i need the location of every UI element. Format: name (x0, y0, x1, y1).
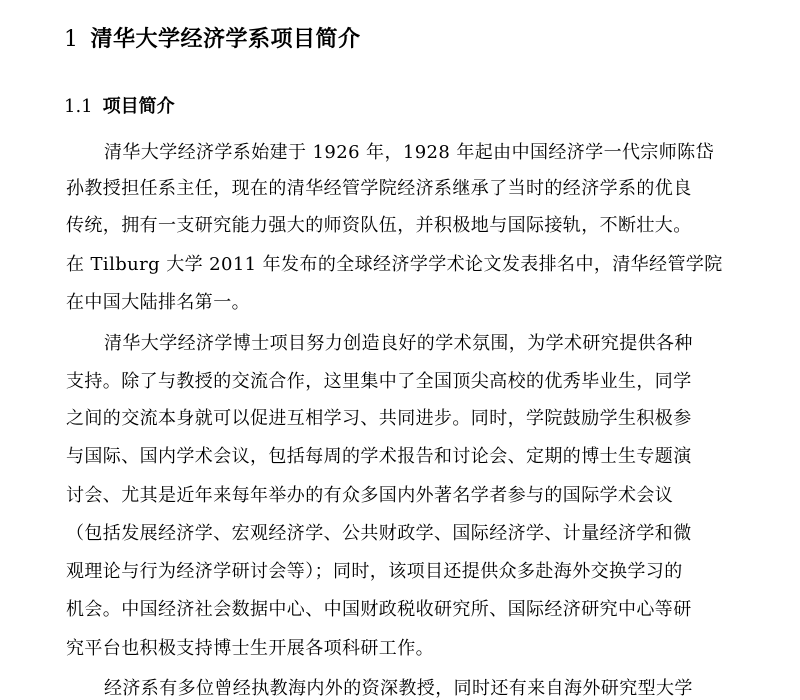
paragraph-2-line-1: 清华大学经济学博士项目努力创造良好的学术氛围，为学术研究提供各种 (104, 333, 693, 354)
paragraph-2-line-3: 之间的交流本身就可以促进互相学习、共同进步。同时，学院鼓励学生积极参 (66, 408, 692, 429)
paragraph-1-line-3: 传统，拥有一支研究能力强大的师资队伍，并积极地与国际接轨，不断壮大。 (66, 215, 692, 236)
paragraph-2-line-2: 支持。除了与教授的交流合作，这里集中了全国顶尖高校的优秀毕业生，同学 (66, 371, 692, 392)
paragraph-2-line-8: 机会。中国经济社会数据中心、中国财政税收研究所、国际经济研究中心等研 (66, 599, 692, 620)
paragraph-1-line-5: 在中国大陆排名第一。 (66, 292, 250, 313)
paragraph-2-line-4: 与国际、国内学术会议，包括每周的学术报告和讨论会、定期的博士生专题演 (66, 446, 692, 467)
subsection-number: 1.1 (64, 96, 93, 117)
paragraph-1-line-1: 清华大学经济学系始建于 1926 年，1928 年起由中国经济学一代宗师陈岱 (104, 142, 714, 163)
paragraph-2-line-9: 究平台也积极支持博士生开展各项科研工作。 (66, 638, 434, 659)
subsection-heading (64, 92, 175, 118)
paragraph-1-line-4: 在 Tilburg 大学 2011 年发布的全球经济学学术论文发表排名中，清华经管学院 (66, 254, 723, 275)
paragraph-2-line-6: （包括发展经济学、宏观经济学、公共财政学、国际经济学、计量经济学和微 (66, 523, 692, 544)
section-heading (64, 22, 361, 53)
paragraph-3-line-1: 经济系有多位曾经执教海内外的资深教授，同时还有来自海外研究型大学 (104, 678, 693, 699)
paragraph-1-line-2: 孙教授担任系主任，现在的清华经管学院经济系继承了当时的经济学系的优良 (66, 178, 692, 199)
paragraph-2-line-7: 观理论与行为经济学研讨会等）；同时，该项目还提供众多赴海外交换学习的 (66, 561, 683, 582)
subsection-title: 项目简介 (102, 96, 175, 117)
paragraph-2-line-5: 讨会、尤其是近年来每年举办的有众多国内外著名学者参与的国际学术会议 (66, 485, 674, 506)
section-title: 清华大学经济学系项目简介 (90, 26, 361, 52)
section-number: 1 (64, 27, 79, 52)
